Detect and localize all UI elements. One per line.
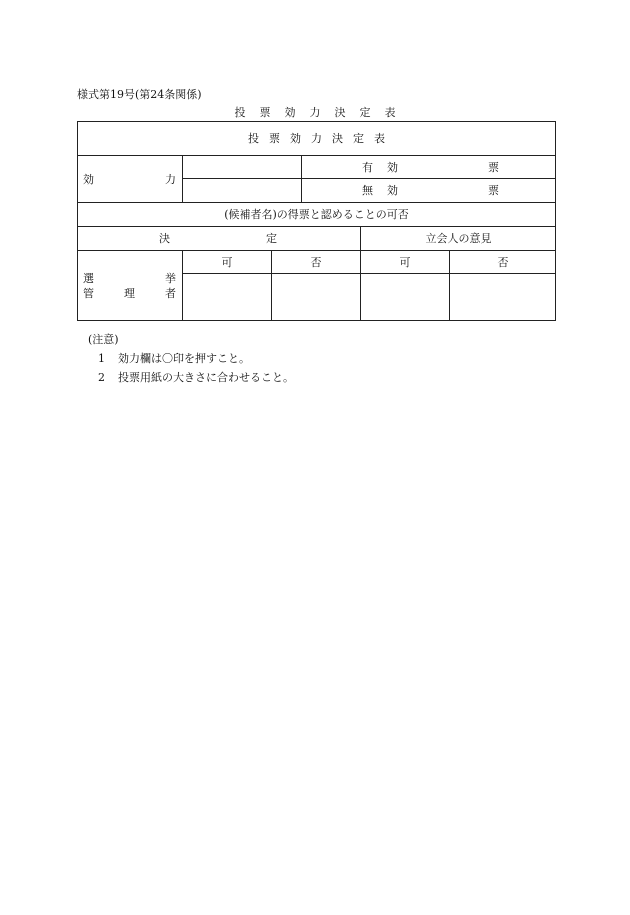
decision-yes-cell[interactable] xyxy=(183,274,271,320)
witness-no-cell[interactable] xyxy=(450,274,555,320)
invalid-mark-cell[interactable] xyxy=(183,179,301,202)
note-item xyxy=(88,368,294,387)
invalid-vote-char: 効 xyxy=(387,184,398,197)
manager-char: 理 xyxy=(124,286,135,300)
note-number: 1 xyxy=(98,352,105,365)
effect-label-char: 効 xyxy=(83,172,94,186)
note-number: 2 xyxy=(98,371,105,384)
witness-yes-header: 可 xyxy=(399,255,411,269)
valid-vote-char: 効 xyxy=(387,160,398,174)
decision-label-char: 決 xyxy=(159,232,170,245)
manager-char: 挙 xyxy=(165,271,176,285)
decision-label xyxy=(77,226,360,250)
document-title: 投票効力決定表 xyxy=(234,106,410,119)
valid-vote-char: 票 xyxy=(488,160,499,174)
note-text: 投票用紙の大きさに合わせること。 xyxy=(118,371,294,384)
notes-section xyxy=(88,330,294,387)
manager-char: 者 xyxy=(165,286,176,300)
candidate-acceptance-row: (候補者名)の得票と認めることの可否 xyxy=(224,208,409,221)
effect-label xyxy=(77,155,182,202)
invalid-vote-char: 無 xyxy=(362,184,373,197)
table-border-bottom xyxy=(77,320,556,321)
manager-line-2 xyxy=(83,286,176,301)
witness-yes-cell[interactable] xyxy=(361,274,449,320)
manager-char: 管 xyxy=(83,286,94,300)
form-number-label: 様式第19号(第24条関係) xyxy=(77,88,202,101)
valid-mark-cell[interactable] xyxy=(183,156,301,178)
invalid-vote-label xyxy=(302,178,556,202)
valid-vote-char: 有 xyxy=(362,160,373,174)
decision-label-char: 定 xyxy=(266,232,277,245)
manager-char: 選 xyxy=(83,271,94,285)
vote-effect-table xyxy=(77,121,556,321)
valid-vote-label xyxy=(302,155,556,178)
notes-heading: (注意) xyxy=(88,333,119,346)
note-text: 効力欄は〇印を押すこと。 xyxy=(118,352,250,365)
invalid-vote-char: 票 xyxy=(488,184,499,197)
note-item xyxy=(88,349,294,368)
witness-no-header: 否 xyxy=(497,255,509,269)
table-title: 投票効力決定表 xyxy=(248,132,395,145)
effect-label-char: 力 xyxy=(165,172,176,186)
manager-line-1 xyxy=(83,271,176,286)
witness-opinion-label: 立会人の意見 xyxy=(425,232,492,245)
decision-no-cell[interactable] xyxy=(272,274,360,320)
decision-no-header: 否 xyxy=(310,255,322,269)
decision-yes-header: 可 xyxy=(221,255,233,269)
election-manager-label xyxy=(77,251,182,320)
